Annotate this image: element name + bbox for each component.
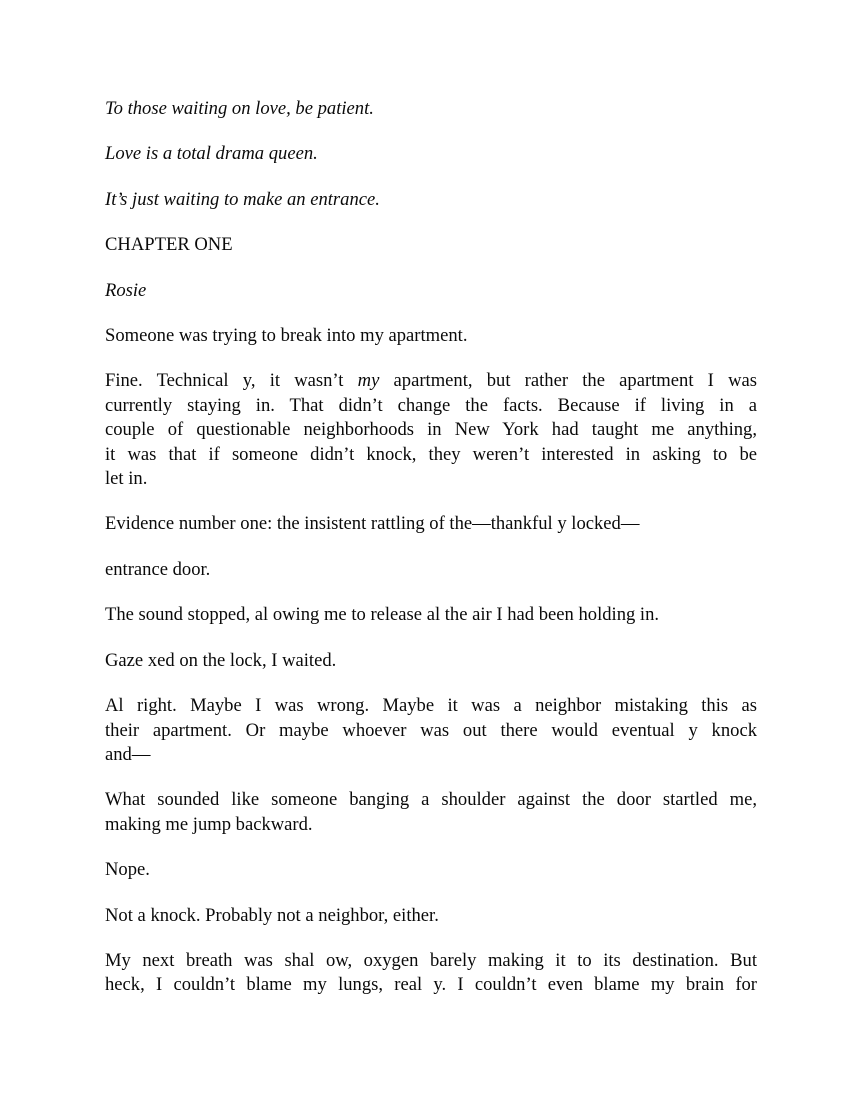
text-run: currently staying in. That didn’t change the facts. Because if living in a (105, 394, 757, 416)
text-run: and— (105, 743, 151, 765)
text-line (105, 233, 757, 257)
text-run: CHAPTER ONE (105, 234, 233, 256)
text-line (105, 279, 757, 303)
text-run: What sounded like someone banging a shoulder against the door startled me, (105, 789, 757, 811)
paragraph-7 (105, 369, 757, 491)
text-line (105, 512, 757, 536)
text-run: making me jump backward. (105, 813, 313, 835)
text-run: The sound stopped, al owing me to release al the air I had been holding in. (105, 604, 660, 626)
text-run: Fine. Technical y, it wasn’t (105, 370, 358, 392)
paragraph-4 (105, 233, 757, 257)
text-run: Evidence number one: the insistent rattling of the—thankful y locked— (105, 513, 640, 535)
text-run: heck, I couldn’t blame my lungs, real y. I couldn’t even blame my brain for (105, 974, 757, 996)
text-line (105, 973, 757, 997)
text-run: Gaze xed on the lock, I waited. (105, 649, 337, 671)
text-line (105, 188, 757, 212)
text-run: It’s just waiting to make an entrance. (105, 188, 380, 210)
paragraph-5 (105, 279, 757, 303)
text-line (105, 813, 757, 837)
italic-text-run: my (357, 370, 380, 392)
text-run: it was that if someone didn’t knock, they weren’t interested in asking to be (105, 443, 757, 465)
text-run: Love is a total drama queen. (105, 143, 318, 165)
paragraph-11 (105, 649, 757, 673)
paragraph-3 (105, 188, 757, 212)
text-line (105, 949, 757, 973)
text-line (105, 558, 757, 582)
text-run: let in. (105, 468, 148, 490)
text-line (105, 324, 757, 348)
paragraph-1 (105, 97, 757, 121)
text-line (105, 858, 757, 882)
paragraph-2 (105, 142, 757, 166)
text-line (105, 97, 757, 121)
text-line (105, 418, 757, 442)
paragraph-12 (105, 694, 757, 767)
paragraph-8 (105, 512, 757, 536)
paragraph-14 (105, 858, 757, 882)
text-run: To those waiting on love, be patient. (105, 98, 374, 119)
text-run: entrance door. (105, 558, 211, 580)
paragraph-6 (105, 324, 757, 348)
text-line (105, 743, 757, 767)
text-line (105, 142, 757, 166)
text-run: Not a knock. Probably not a neighbor, either. (105, 904, 439, 926)
text-run: Someone was trying to break into my apartment. (105, 325, 468, 347)
paragraph-16 (105, 949, 757, 998)
paragraph-15 (105, 904, 757, 928)
text-line (105, 694, 757, 718)
paragraph-10 (105, 603, 757, 627)
text-run: My next breath was shal ow, oxygen barely making it to its destination. But (105, 949, 757, 971)
paragraph-9 (105, 558, 757, 582)
text-line (105, 467, 757, 491)
text-run: Al right. Maybe I was wrong. Maybe it was a neighbor mistaking this as (105, 695, 757, 717)
text-line (105, 369, 757, 393)
text-run: their apartment. Or maybe whoever was out there would eventual y knock (105, 719, 757, 741)
text-line (105, 603, 757, 627)
text-run: apartment, but rather the apartment I was (379, 370, 757, 392)
text-line (105, 394, 757, 418)
text-line (105, 443, 757, 467)
paragraph-13 (105, 788, 757, 837)
text-line (105, 719, 757, 743)
text-run: Rosie (105, 279, 147, 301)
text-run: Nope. (105, 859, 150, 881)
text-run: couple of questionable neighborhoods in New York had taught me anything, (105, 419, 757, 441)
text-line (105, 904, 757, 928)
text-line (105, 649, 757, 673)
text-line (105, 788, 757, 812)
